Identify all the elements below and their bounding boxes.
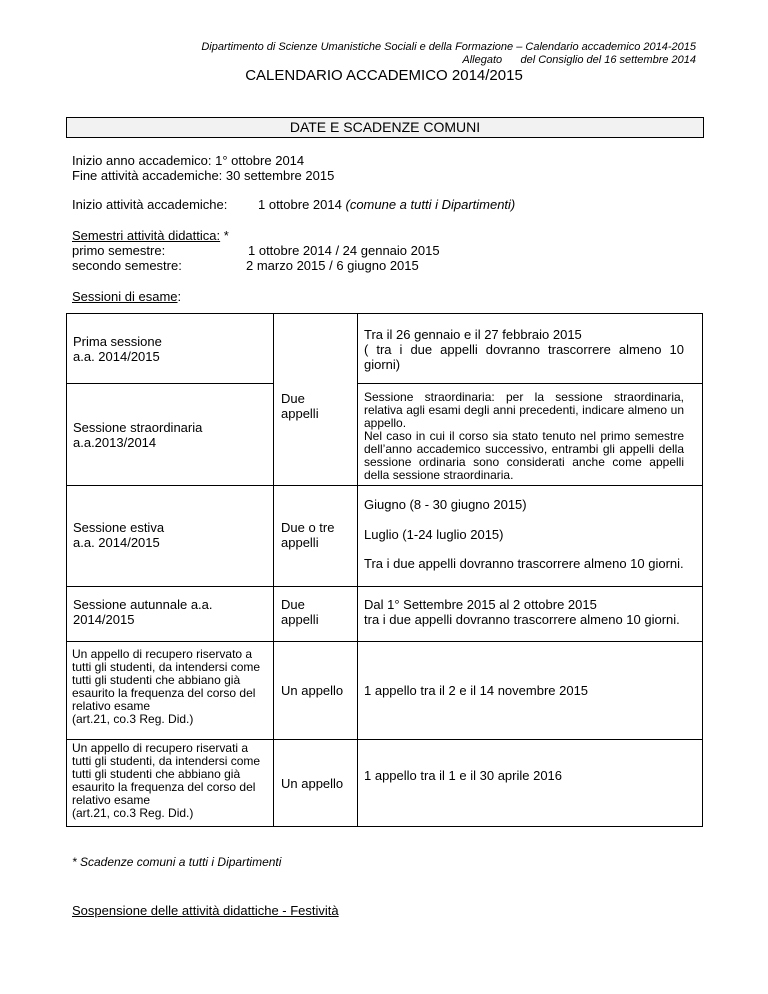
activities-start-label: Inizio attività accademiche: — [72, 197, 228, 212]
session-name-straordinaria: Sessione straordinaria a.a.2013/2014 — [73, 420, 203, 450]
session-details-estiva-1: Giugno (8 - 30 giugno 2015) — [364, 497, 527, 512]
session-details-estiva-2: Luglio (1-24 luglio 2015) — [364, 527, 504, 542]
activities-start-line — [258, 197, 515, 212]
session-details-recupero-2: 1 appello tra il 1 e il 30 aprile 2016 — [364, 768, 563, 783]
session-appelli-autunnale: Due appelli — [281, 597, 319, 627]
session-appelli-recupero-1: Un appello — [281, 683, 344, 698]
session-details-autunnale: Dal 1° Settembre 2015 al 2 ottobre 2015 tra i due appelli dovranno trascorrere almeno 10 giorni. — [364, 597, 680, 627]
semesters-heading-line — [72, 228, 229, 243]
session-appelli-estiva: Due o tre appelli — [281, 520, 335, 550]
session-appelli-shared: Due appelli — [281, 391, 319, 421]
session-details-straordinaria: Sessione straordinaria: per la sessione straordinaria, relativa agli esami degli anni precedenti, indicare almeno un appello. Nel caso in cui il corso sia stato tenuto nel primo semestre dell’anno accademico successivo, entrambi gli appelli della sessione ordinaria sono considerati anche come appelli della sessione straordinaria. — [364, 390, 684, 482]
suspension-heading: Sospensione delle attività didattiche - Festività — [72, 903, 339, 918]
header-line-1: Dipartimento di Scienze Umanistiche Sociali e della Formazione – Calendario accademico 2014-2015 — [201, 41, 696, 53]
session-details-estiva-3: Tra i due appelli dovranno trascorrere almeno 10 giorni. — [364, 556, 684, 571]
second-semester-value: 2 marzo 2015 / 6 giugno 2015 — [246, 258, 419, 273]
sessions-heading-line — [72, 289, 181, 304]
session-name-autunnale: Sessione autunnale a.a. 2014/2015 — [73, 597, 213, 627]
activities-start-date: 1 ottobre 2014 — [258, 197, 342, 212]
section-title: DATE E SCADENZE COMUNI — [66, 117, 704, 138]
session-appelli-recupero-2: Un appello — [281, 776, 344, 791]
session-name-recupero-1: Un appello di recupero riservato a tutti gli studenti, da intendersi come tutti gli studenti che abbiano già esaurito la frequenza del corso del relativo esame (art.21, co.3 Reg. Did.) — [72, 647, 261, 726]
semesters-heading: Semestri attività didattica: — [72, 228, 221, 243]
sessions-colon: : — [177, 289, 182, 304]
second-semester-label: secondo semestre: — [72, 258, 182, 273]
academic-year-start: Inizio anno accademico: 1° ottobre 2014 — [72, 153, 305, 168]
sessions-heading: Sessioni di esame — [72, 289, 178, 304]
semesters-asterisk: * — [220, 228, 229, 243]
footnote: * Scadenze comuni a tutti i Dipartimenti — [72, 855, 282, 869]
session-name-recupero-2: Un appello di recupero riservati a tutti gli studenti, da intendersi come tutti gli studenti che abbiano già esaurito la frequenza del corso del relativo esame (art.21, co.3 Reg. Did.) — [72, 741, 261, 820]
session-details-prima: Tra il 26 gennaio e il 27 febbraio 2015 ( tra i due appelli dovranno trascorrere almeno 10 giorni) — [364, 327, 684, 372]
session-name-estiva: Sessione estiva a.a. 2014/2015 — [73, 520, 165, 550]
first-semester-label: primo semestre: — [72, 243, 166, 258]
page-title: CALENDARIO ACCADEMICO 2014/2015 — [245, 67, 523, 84]
session-details-recupero-1: 1 appello tra il 2 e il 14 novembre 2015 — [364, 683, 589, 698]
academic-year-end: Fine attività accademiche: 30 settembre 2015 — [72, 168, 335, 183]
first-semester-value: 1 ottobre 2014 / 24 gennaio 2015 — [248, 243, 440, 258]
header-line-2: Allegato del Consiglio del 16 settembre 2014 — [462, 54, 696, 66]
activities-start-note: (comune a tutti i Dipartimenti) — [345, 197, 516, 212]
session-name-prima: Prima sessione a.a. 2014/2015 — [73, 334, 162, 364]
